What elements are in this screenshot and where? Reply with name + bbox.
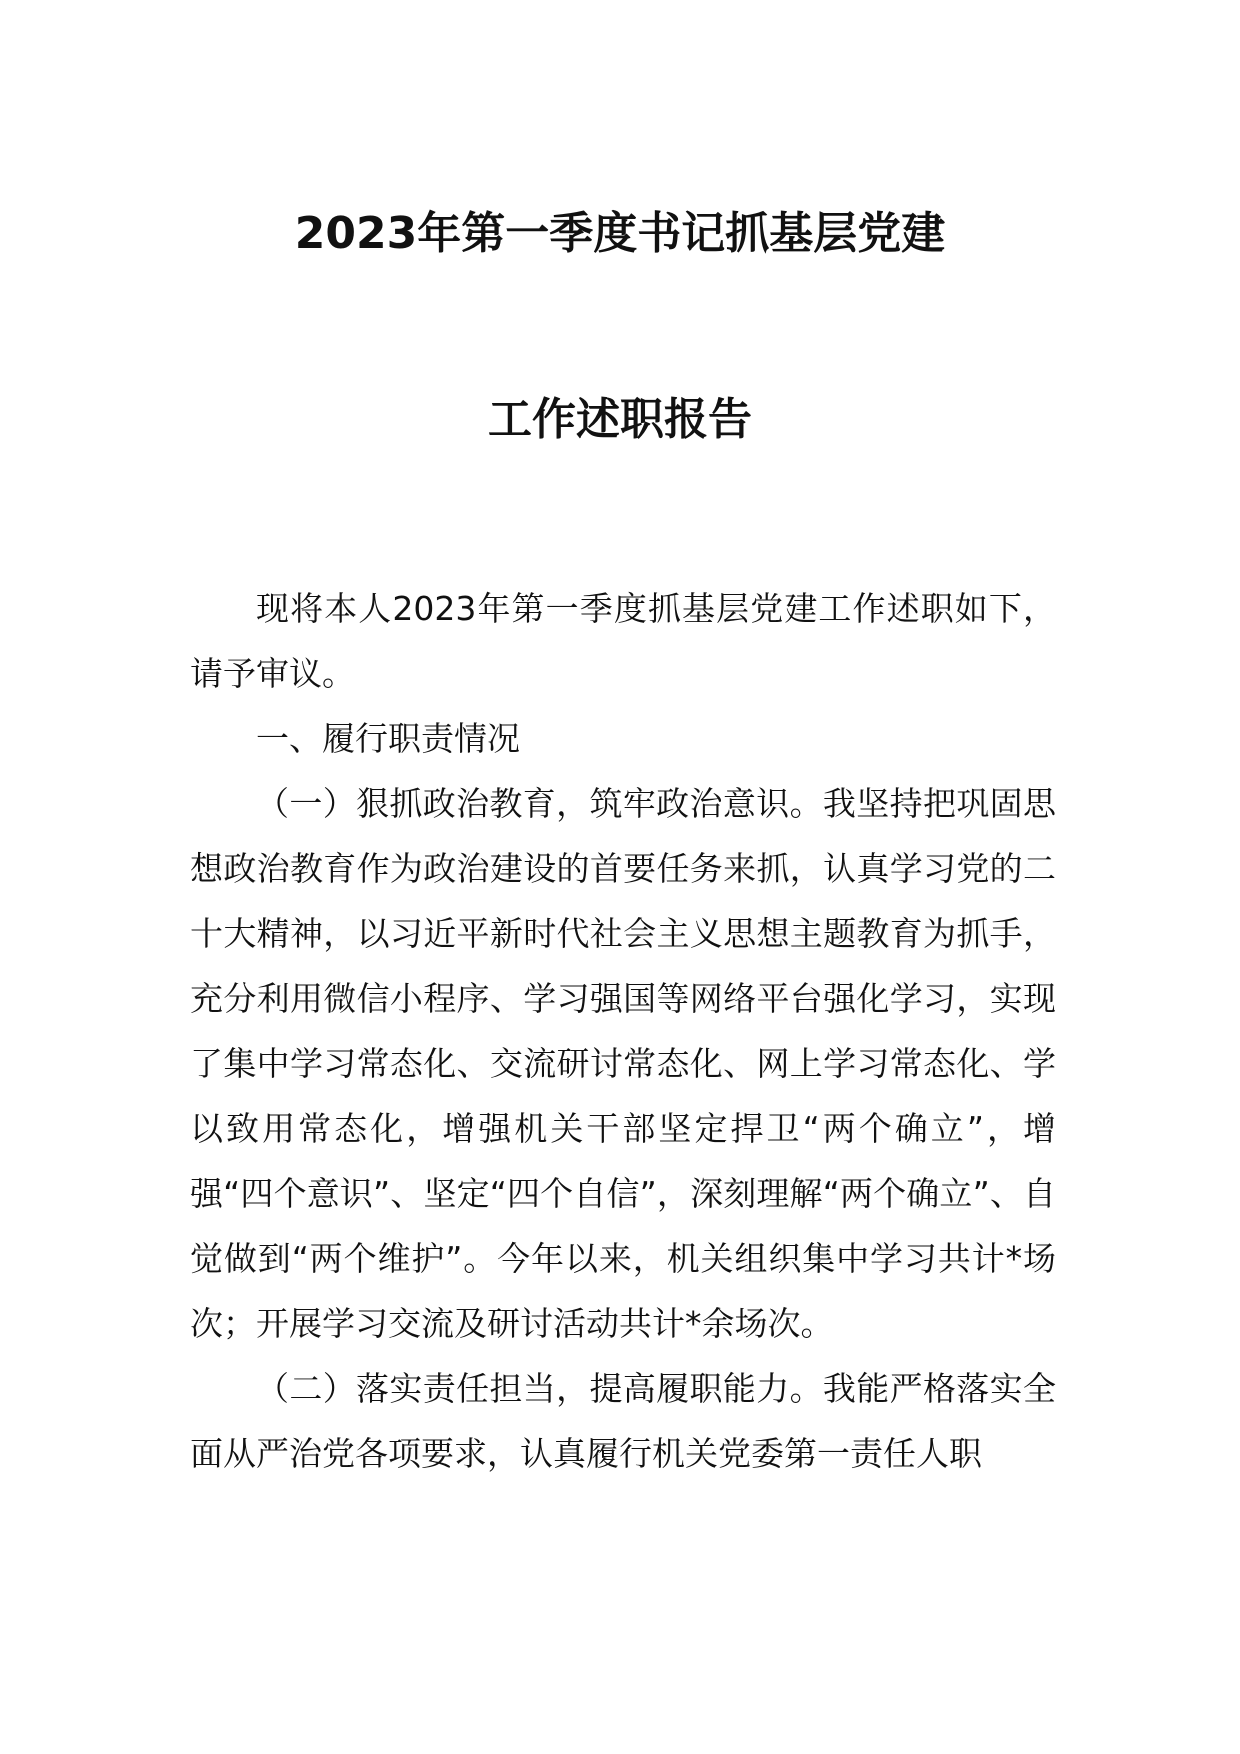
- document-title-line-2: 工作述职报告: [488, 394, 752, 445]
- body-paragraph: （二）落实责任担当，提高履职能力。我能严格落实全面从严治党各项要求，认真履行机关党委第一责任人职: [190, 1369, 1056, 1473]
- intro-paragraph: 现将本人2023年第一季度抓基层党建工作述职如下，请予审议。: [190, 589, 1056, 693]
- body-paragraph: （一）狠抓政治教育，筑牢政治意识。我坚持把巩固思想政治教育作为政治建设的首要任务来抓，认真学习党的二十大精神，以习近平新时代社会主义思想主题教育为抓手，充分利用微信小程序、学习强国等网络平台强化学习，实现了集中学习常态化、交流研讨常态化、网上学习常态化、学以致用常态化，增强机关干部坚定捍卫“两个确立”，增强“四个意识”、坚定“四个自信”，深刻理解“两个确立”、自觉做到“两个维护”。今年以来，机关组织集中学习共计*场次；开展学习交流及研讨活动共计*余场次。: [190, 784, 1056, 1343]
- document-body: [190, 576, 1056, 1486]
- section-heading: 一、履行职责情况: [256, 719, 520, 758]
- document-title-line-1: 2023年第一季度书记抓基层党建: [294, 208, 946, 259]
